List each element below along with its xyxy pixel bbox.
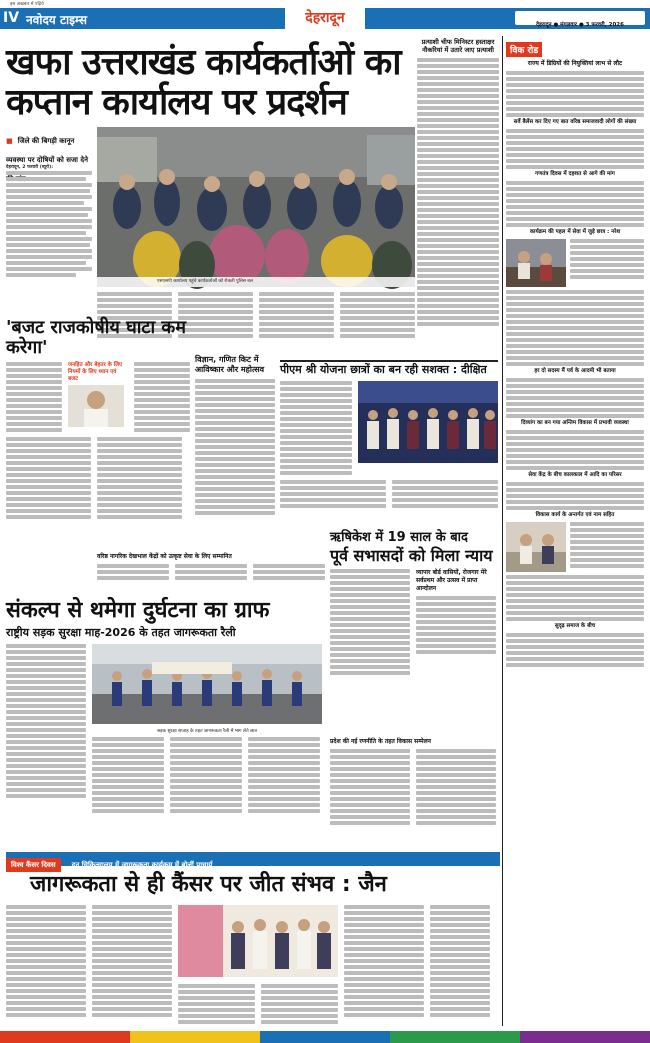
cancer-label: विश्व कैंसर दिवस xyxy=(6,858,61,872)
budget-headline: 'बजट राजकोषीय घाटा कम करेगा' xyxy=(6,317,187,358)
sidebar-story2-headline: सर्वे बैलेंस कर दिए गए बात वरिष्ठ समाजवादी लोगों की संख्या xyxy=(513,119,637,125)
sidebar-story8-headline: विकास कार्य के अन्तर्गत एवं नाम सहित xyxy=(535,512,615,518)
pm-yojana-story xyxy=(280,360,498,535)
apps-story xyxy=(330,738,500,843)
senior-citizen-story xyxy=(97,553,327,593)
sidebar-story4-headline: कार्यक्रम की पहल में सेवा में जुड़े छात्र : नरेश xyxy=(529,229,621,235)
lead-photo xyxy=(97,127,415,287)
lead-headline-2: कप्तान कार्यालय पर प्रदर्शन xyxy=(6,82,347,123)
cancer-headline: जागरूकता से ही कैंसर पर जीत संभव : जैन xyxy=(30,872,387,897)
date-text: देहरादून ● मंगलवार ● 3 फरवरी, 2026 xyxy=(536,22,624,28)
apps-headline: प्रदेश की नई रणनीति के तहत विकास सम्मेलन xyxy=(330,738,431,745)
sidebar-photo-2 xyxy=(506,522,566,572)
rishikesh-story xyxy=(330,530,500,730)
sidebar-photo-1 xyxy=(506,239,566,287)
science-story xyxy=(195,355,275,550)
dateline-top: इस अखबार में पढ़िये xyxy=(10,2,44,7)
top-right-column xyxy=(417,38,499,368)
lead-kicker xyxy=(6,128,91,164)
budget-story xyxy=(6,318,191,578)
cancer-event-photo xyxy=(178,905,338,977)
page-number: IV xyxy=(3,10,20,26)
rishikesh-headline-2: पूर्व सभासदों को मिला न्याय xyxy=(330,546,493,565)
budget-kicker: जनहित और बेहतर के लिए नियमों के लिए ध्यान एवं बजट xyxy=(68,362,123,382)
sidebar-story1-headline: राज्य में डिग्रियों की नियुक्तियां लाभ से लौट xyxy=(527,60,623,67)
accident-subhead: राष्ट्रीय सड़क सुरक्षा माह-2026 के तहत जागरूकता रैली xyxy=(6,626,236,639)
bottom-strip xyxy=(0,1031,650,1043)
date-bar xyxy=(515,11,645,28)
cancer-body xyxy=(6,905,500,1025)
lead-body xyxy=(6,165,92,305)
protest-crowd-illustration xyxy=(97,127,415,287)
rishikesh-headline-1: ऋषिकेश में 19 साल के बाद xyxy=(330,530,468,545)
accident-photo-caption: सड़क सुरक्षा सप्ताह के तहत जागरूकता रैली में भाग लेते छात्र xyxy=(157,729,257,734)
section-title xyxy=(285,5,365,31)
section-label: देहरादून xyxy=(305,10,345,26)
kicker-bullet-icon: ■ xyxy=(6,137,13,145)
lead-headline-1: खफा उत्तराखंड कार्यकर्ताओं का xyxy=(6,42,401,83)
cancer-label-text: दून चिकित्सालय में जागरूकता कार्यक्रम में बोलीं प्राचार्य xyxy=(71,861,213,869)
cancer-label-bar xyxy=(6,852,500,869)
sidebar-story7-headline: सेवा केंद्र के बीच कालकाल में आदि का परिसर xyxy=(528,472,622,478)
lead-kicker-text: जिले की बिगड़ी कानून व्यवस्था पर दोषियों को सजा देने xyxy=(6,137,89,164)
sidebar-story3-headline: गणतंत्र दिवस में दहशत से आगे की मांग xyxy=(535,171,615,177)
sidebar xyxy=(506,38,644,1028)
budget-portrait xyxy=(68,385,124,427)
masthead-banner xyxy=(0,8,650,29)
science-headline: विज्ञान, गणित किट में आविष्कार और महोत्सव xyxy=(195,355,265,374)
sidebar-label: विक रोड xyxy=(506,42,542,57)
lead-dateline: देहरादून, 2 फरवरी (ब्यूरो): xyxy=(6,165,54,170)
sidebar-story6-headline: दिव्यांग का बन गया अन्तिम विकास में प्रभावी व्यवस्था xyxy=(521,420,629,426)
top-right-headline: प्रत्याशी चीफ मिनिस्टर हस्ताक्षर नौकरियां में उतारे जाए प्रत्याशी xyxy=(421,38,495,54)
sidebar-story5-headline: हर दो सदस्य मैं पर्व के आदमी भी बताया xyxy=(534,368,616,374)
accident-story xyxy=(6,598,328,848)
accident-headline: संकल्प से थमेगा दुर्घटना का ग्राफ xyxy=(6,598,270,623)
rishikesh-kicker: व्यापार बोर्ड वासियों, रोजगार मेरे सर्वप्रथम और उत्सव में प्राप्त आन्दोलन xyxy=(416,569,487,592)
sidebar-story9-headline: सुदृढ़ समाज के बीच xyxy=(554,623,596,629)
senior-citizen-headline: वरिष्ठ नागरिक देखभाल केंद्रों को उत्कृष्ट सेवा के लिए सम्मानित xyxy=(97,553,232,560)
pm-yojana-headline: पीएम श्री योजना छात्रों का बन रही सशक्त : दीक्षित xyxy=(280,360,498,377)
paper-name: नवोदय टाइम्स xyxy=(26,13,88,27)
lead-photo-caption: एसएसपी कार्यालय पहुंचे कार्यकर्ताओं को रोकती पुलिस बल xyxy=(157,279,253,284)
pm-yojana-group-photo xyxy=(358,381,498,463)
accident-rally-photo xyxy=(92,644,322,724)
